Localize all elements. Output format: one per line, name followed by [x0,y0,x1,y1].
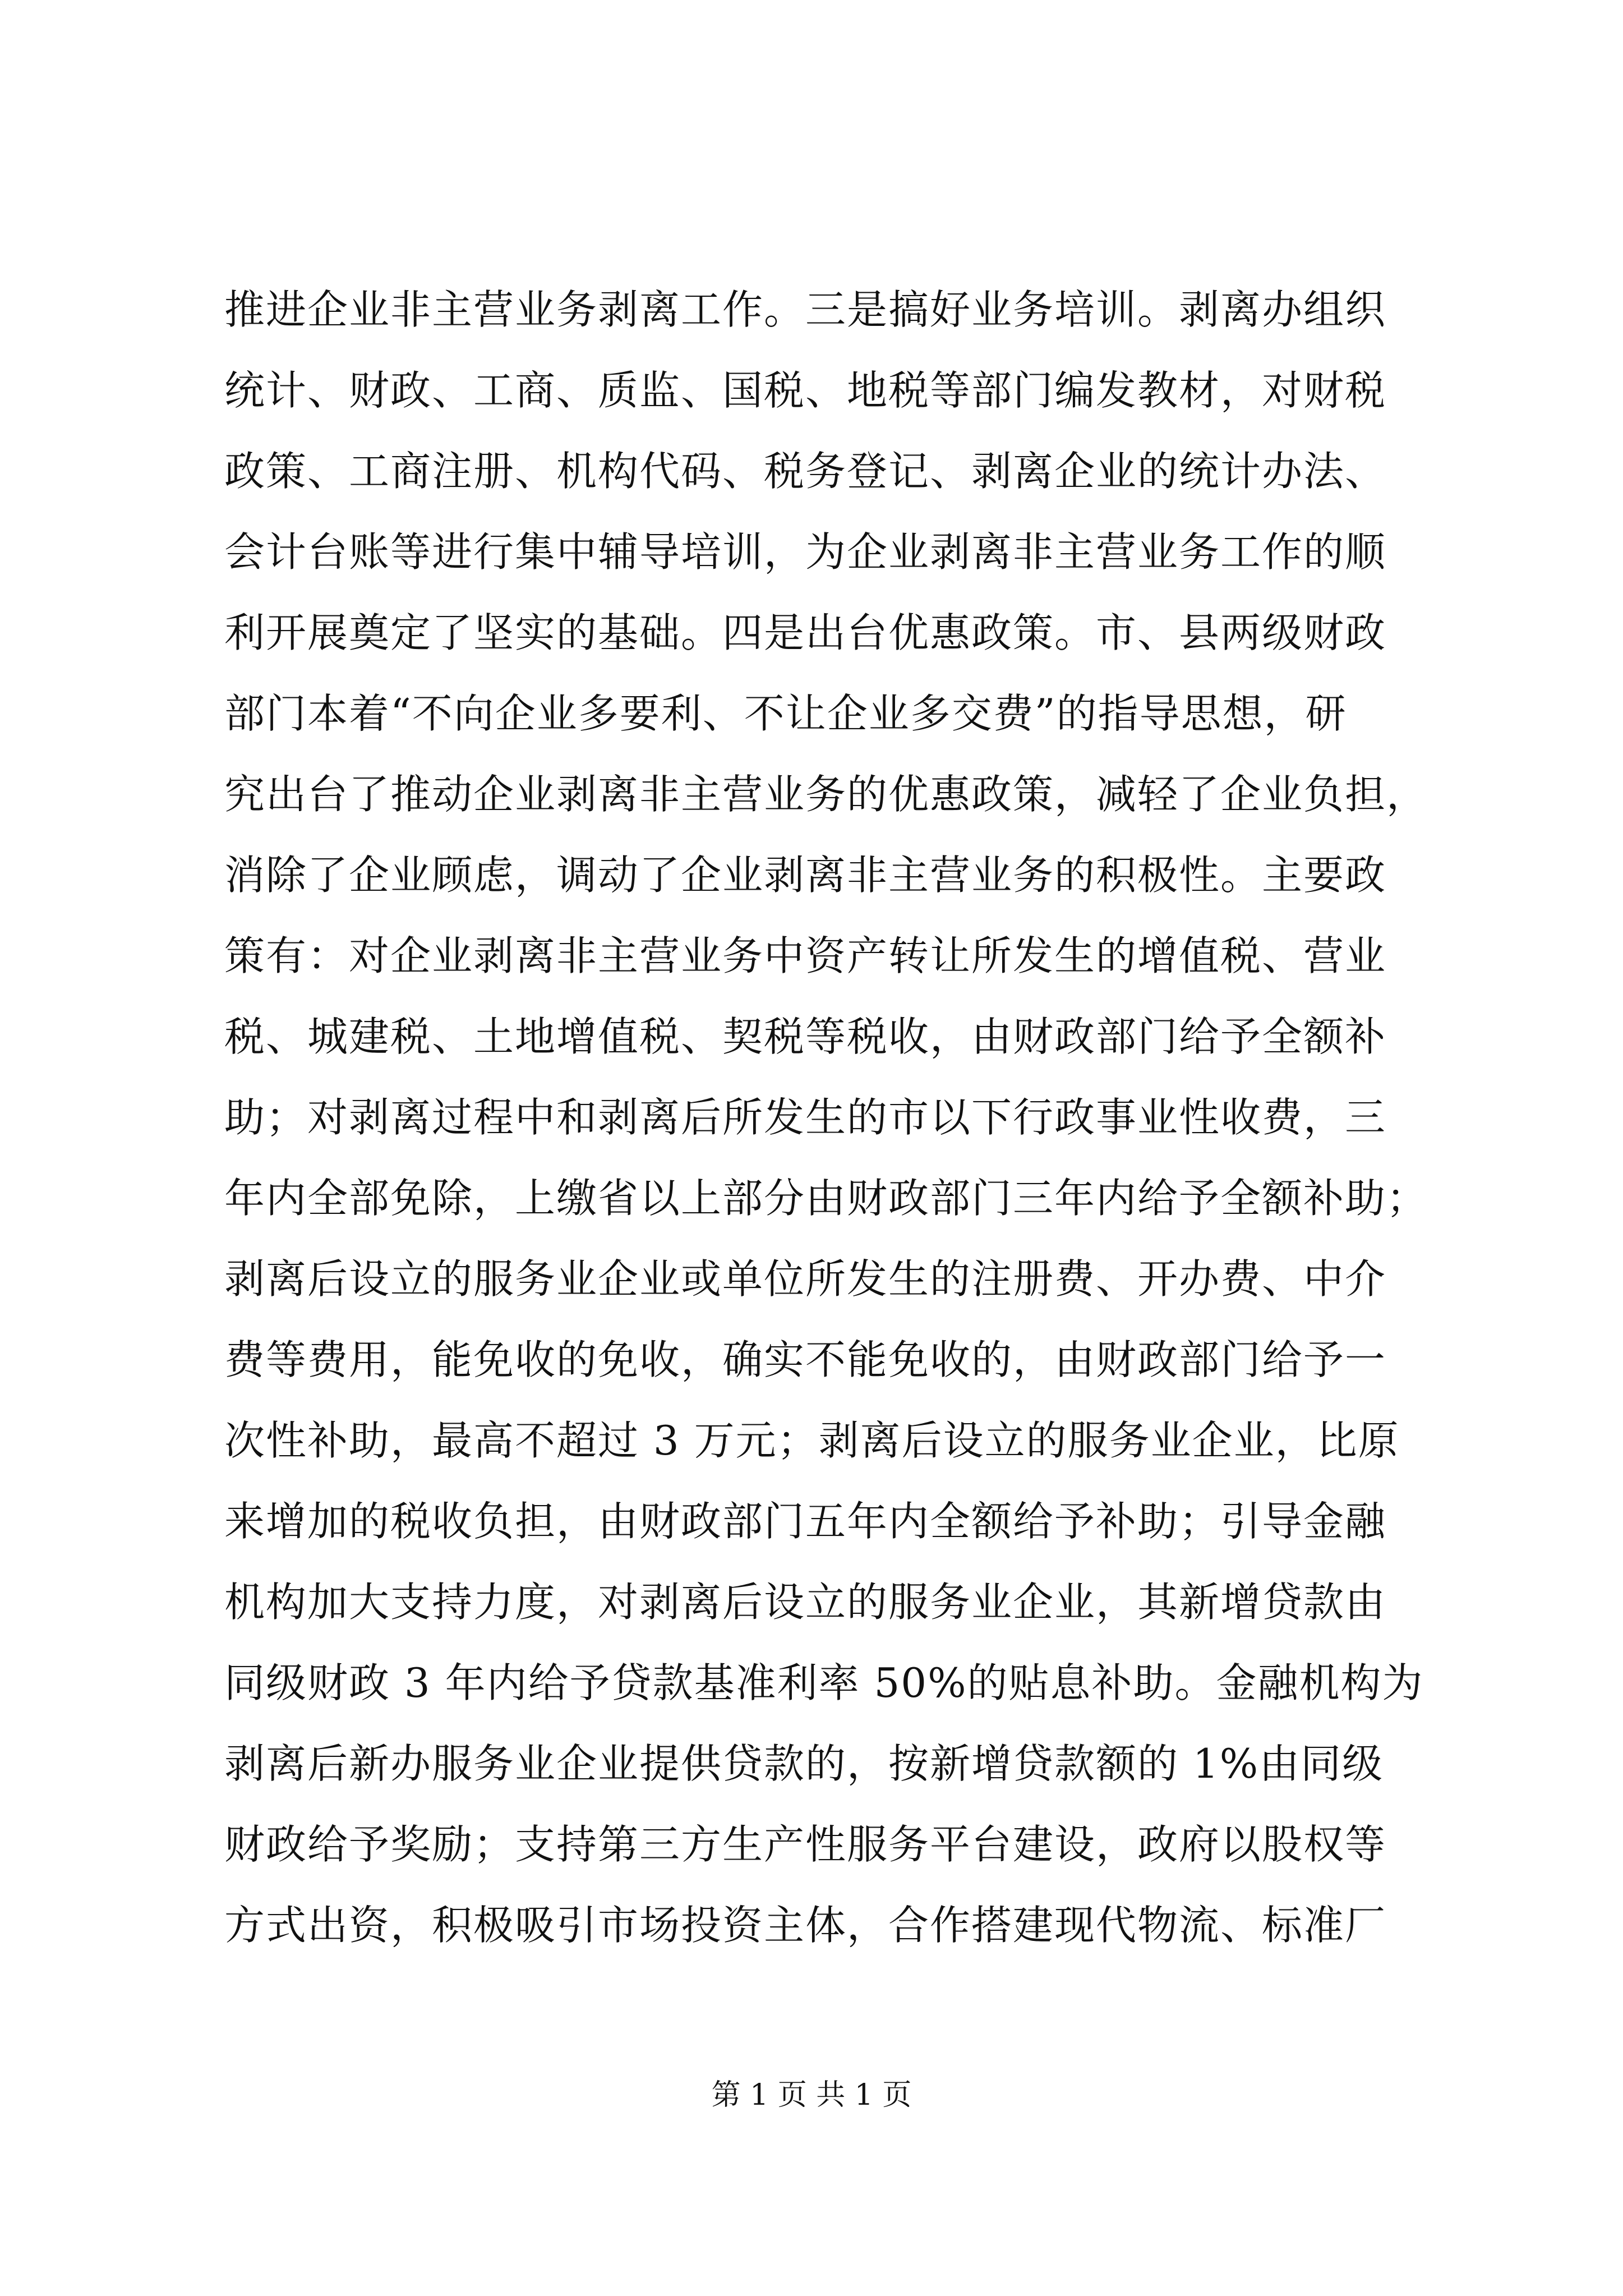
text-line-15: 次性补助，最高不超过 3 万元；剥离后设立的服务业企业，比原 [224,1417,1400,1464]
text-line-17: 机构加大支持力度，对剥离后设立的服务业企业，其新增贷款由 [224,1579,1387,1626]
text-line-13: 剥离后设立的服务业企业或单位所发生的注册费、开办费、中介 [224,1255,1387,1303]
text-line-9: 策有：对企业剥离非主营业务中资产转让所发生的增值税、营业 [224,932,1387,979]
text-line-6: 部门本着“不向企业多要利、不让企业多交费”的指导思想，研 [224,690,1347,737]
text-line-18: 同级财政 3 年内给予贷款基准利率 50%的贴息补助。金融机构为 [224,1659,1424,1706]
text-line-5: 利开展奠定了坚实的基础。四是出台优惠政策。市、县两级财政 [224,609,1387,656]
text-line-1: 推进企业非主营业务剥离工作。三是搞好业务培训。剥离办组织 [224,286,1387,333]
text-line-11: 助；对剥离过程中和剥离后所发生的市以下行政事业性收费，三 [224,1094,1387,1141]
text-line-2: 统计、财政、工商、质监、国税、地税等部门编发教材，对财税 [224,367,1387,414]
text-line-12: 年内全部免除，上缴省以上部分由财政部门三年内给予全额补助； [224,1175,1428,1222]
text-line-20: 财政给予奖励；支持第三方生产性服务平台建设，政府以股权等 [224,1821,1387,1868]
text-line-3: 政策、工商注册、机构代码、税务登记、剥离企业的统计办法、 [224,448,1387,495]
text-line-19: 剥离后新办服务业企业提供贷款的，按新增贷款额的 1%由同级 [224,1740,1384,1787]
text-line-8: 消除了企业顾虑，调动了企业剥离非主营业务的积极性。主要政 [224,852,1387,899]
text-line-14: 费等费用，能免收的免收，确实不能免收的，由财政部门给予一 [224,1336,1387,1383]
text-line-10: 税、城建税、土地增值税、契税等税收，由财政部门给予全额补 [224,1013,1387,1060]
text-line-16: 来增加的税收负担，由财政部门五年内全额给予补助；引导金融 [224,1498,1387,1545]
text-line-21: 方式出资，积极吸引市场投资主体，合作搭建现代物流、标准厂 [224,1902,1387,1949]
body-text [224,269,1458,1966]
text-line-4: 会计台账等进行集中辅导培训，为企业剥离非主营业务工作的顺 [224,528,1387,576]
page-footer: 第 1 页 共 1 页 [711,2078,912,2112]
text-line-7: 究出台了推动企业剥离非主营业务的优惠政策，减轻了企业负担， [224,771,1428,818]
